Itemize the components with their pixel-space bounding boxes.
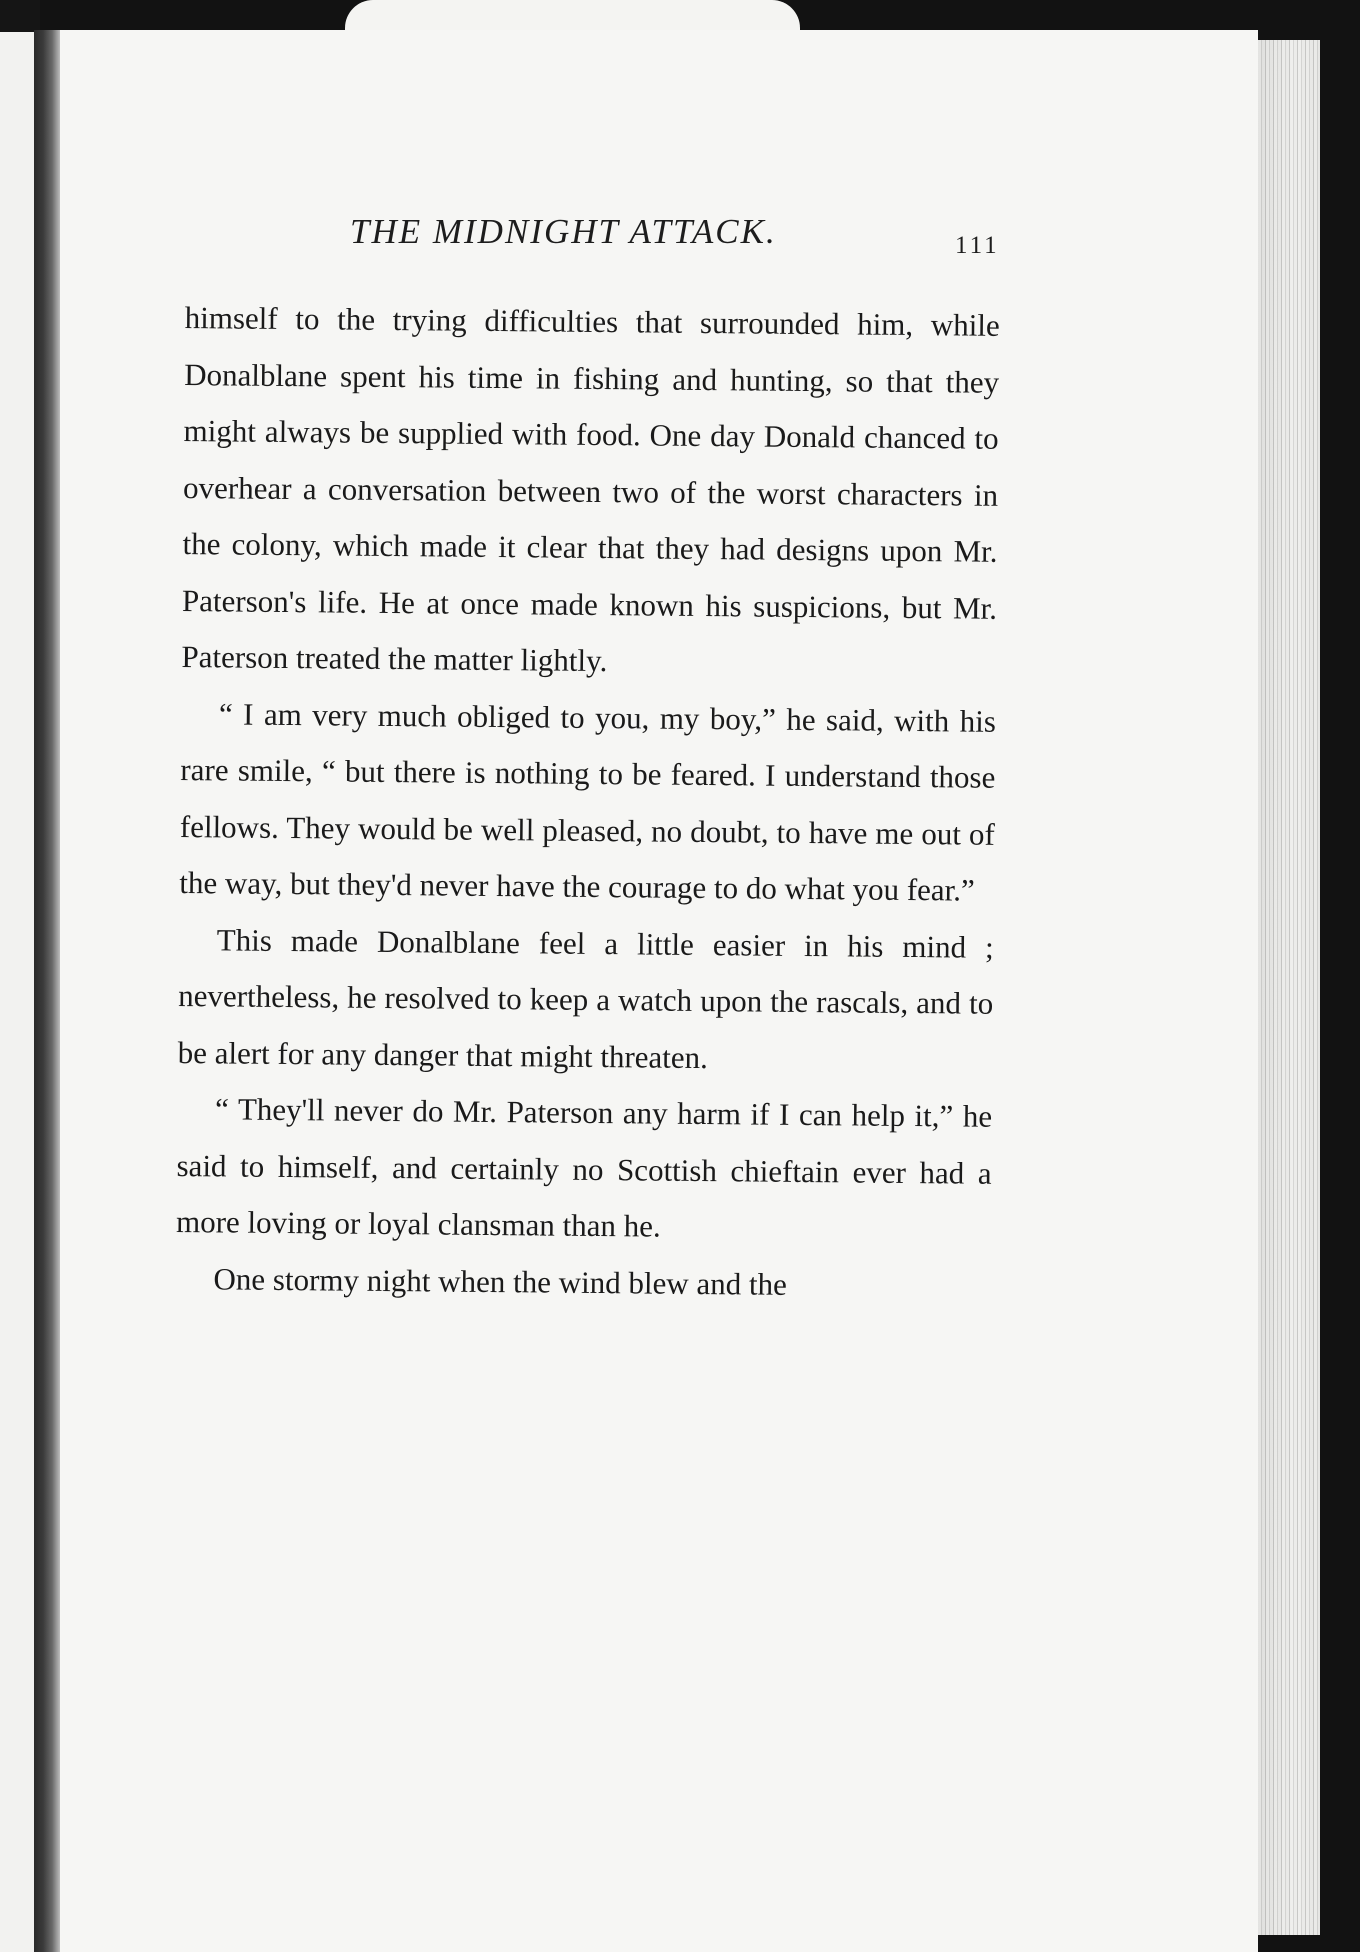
scan-background-right (1320, 0, 1360, 1952)
running-head: THE MIDNIGHT ATTACK. (350, 212, 777, 251)
paragraph: This made Donalblane feel a little easier in his mind ; nevertheless, he resolved to keep a watch upon the rascals, and to be alert for any danger that might threaten. (177, 921, 994, 1075)
page-number: 111 (955, 232, 1000, 259)
scan-top-tab (345, 0, 800, 34)
paragraph: One stormy night when the wind blew and the (213, 1260, 788, 1302)
body-text (175, 290, 1000, 1315)
paragraph: “ They'll never do Mr. Paterson any harm if I can help it,” he said to himself, and certainly no Scottish chieftain ever had a more loving or loyal clansman than he. (175, 1091, 993, 1244)
facing-page-edge (0, 32, 34, 1952)
page-edge-shade (1258, 40, 1320, 1935)
paragraph: “ I am very much obliged to you, my boy,” he said, with his rare smile, “ but there is nothing to be feared. I understand those fellows. They would be well pleased, no doubt, to have me out of the way, but they'd never have the courage to do what you fear.” (179, 695, 997, 908)
paragraph: himself to the trying difficulties that surrounded him, while Donalblane spent his time in fishing and hunting, so that they might always be supplied with food. One day Donald chanced to overhear a conversation between two of the worst characters in the colony, which made it clear that they had designs upon Mr. Paterson's life. He at once made known his suspicions, but Mr. Paterson treated the matter lightly. (181, 299, 1000, 679)
book-spine-shadow (34, 30, 60, 1952)
